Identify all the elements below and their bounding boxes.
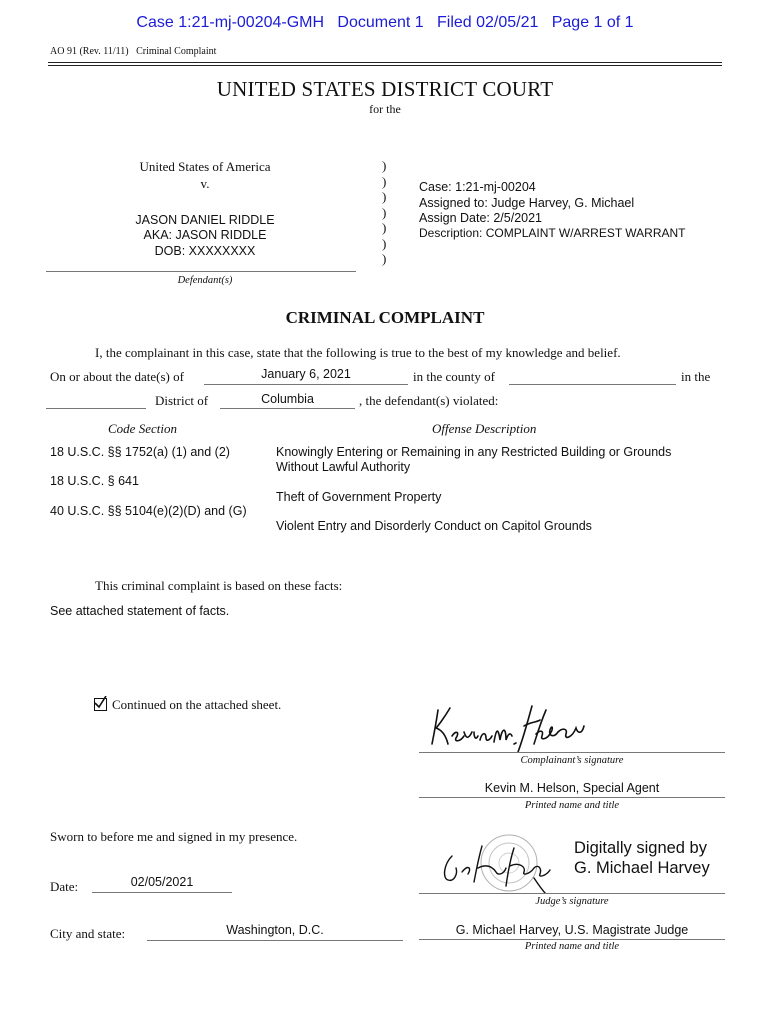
form-id: AO 91 (Rev. 11/11) Criminal Complaint bbox=[50, 46, 217, 57]
complainant-printed-label: Printed name and title bbox=[524, 800, 620, 811]
caption-rule bbox=[46, 271, 356, 272]
plaintiff-name: United States of America bbox=[139, 159, 271, 174]
complaint-heading: CRIMINAL COMPLAINT bbox=[285, 308, 485, 327]
paren: ) bbox=[382, 235, 387, 251]
district-label: District of bbox=[155, 393, 209, 408]
defendant-aka: AKA: JASON RIDDLE bbox=[143, 228, 267, 242]
offense-description: Violent Entry and Disorderly Conduct on Capitol Grounds bbox=[276, 519, 592, 533]
offense-description-header: Offense Description bbox=[432, 421, 537, 436]
judge-printed-label: Printed name and title bbox=[524, 941, 620, 952]
date-label: Date: bbox=[50, 879, 79, 894]
offense-date: January 6, 2021 bbox=[261, 367, 351, 381]
defendants-label: Defendant(s) bbox=[177, 275, 233, 286]
paren: ) bbox=[382, 220, 387, 235]
offense-description: Theft of Government Property bbox=[276, 490, 442, 504]
judge-signature-rule bbox=[419, 893, 725, 894]
date-rule bbox=[92, 892, 232, 893]
date-rule bbox=[204, 384, 408, 385]
continued-label: Continued on the attached sheet. bbox=[112, 697, 282, 712]
facts-intro: This criminal complaint is based on these facts: bbox=[95, 578, 343, 593]
case-assigned: Assigned to: Judge Harvey, G. Michael bbox=[419, 196, 635, 210]
digital-signature-line1: Digitally signed by bbox=[574, 839, 707, 857]
judge-name: G. Michael Harvey, U.S. Magistrate Judge bbox=[455, 923, 689, 937]
continued-checkbox[interactable] bbox=[94, 698, 107, 711]
versus: v. bbox=[200, 176, 210, 191]
header-rule-1 bbox=[48, 62, 722, 63]
county-rule bbox=[509, 384, 676, 385]
complainant-signature-rule bbox=[419, 752, 725, 753]
intro-text: I, the complainant in this case, state that the following is true to the best of my knowledge and belief. bbox=[95, 345, 621, 360]
judge-signature-image bbox=[438, 838, 568, 894]
case-description: Description: COMPLAINT W/ARREST WARRANT bbox=[419, 226, 686, 240]
city-value: Washington, D.C. bbox=[226, 923, 324, 937]
date-value: 02/05/2021 bbox=[130, 875, 194, 889]
case-assign-date: Assign Date: 2/5/2021 bbox=[419, 211, 542, 225]
code-section: 40 U.S.C. §§ 5104(e)(2)(D) and (G) bbox=[50, 504, 247, 518]
complainant-name-rule bbox=[419, 797, 725, 798]
case-number: Case: 1:21-mj-00204 bbox=[419, 180, 536, 194]
header-rule-2 bbox=[48, 65, 722, 66]
county-label: in the county of bbox=[413, 369, 495, 384]
code-section: 18 U.S.C. § 641 bbox=[50, 474, 139, 488]
check-icon bbox=[94, 696, 107, 709]
defendant-dob: DOB: XXXXXXXX bbox=[154, 244, 256, 258]
paren: ) bbox=[382, 173, 387, 189]
district-name: Columbia bbox=[261, 392, 314, 406]
paren: ) bbox=[382, 189, 387, 204]
defendant-name: JASON DANIEL RIDDLE bbox=[135, 213, 275, 227]
district-suffix: , the defendant(s) violated: bbox=[359, 393, 499, 408]
city-rule bbox=[147, 940, 403, 941]
court-for-the: for the bbox=[369, 102, 401, 116]
offense-description: Knowingly Entering or Remaining in any Restricted Building or Grounds bbox=[276, 445, 672, 459]
paren: ) bbox=[382, 204, 387, 220]
complainant-name: Kevin M. Helson, Special Agent bbox=[484, 781, 660, 795]
district-rule bbox=[220, 408, 355, 409]
code-section-header: Code Section bbox=[108, 421, 177, 436]
judge-signature-label: Judge’s signature bbox=[535, 896, 609, 907]
court-title: UNITED STATES DISTRICT COURT bbox=[216, 77, 554, 101]
offense-description: Without Lawful Authority bbox=[276, 460, 411, 474]
dates-suffix: in the bbox=[681, 369, 711, 384]
filing-stamp: Case 1:21-mj-00204-GMH Document 1 Filed 02/05/21 Page 1 of 1 bbox=[136, 14, 634, 31]
caption-parentheses bbox=[382, 158, 386, 267]
paren: ) bbox=[382, 158, 387, 173]
facts-text: See attached statement of facts. bbox=[50, 604, 230, 618]
dates-prefix: On or about the date(s) of bbox=[50, 369, 184, 384]
paren: ) bbox=[382, 251, 387, 266]
district-prefix-rule bbox=[46, 408, 146, 409]
complainant-signature-label: Complainant’s signature bbox=[520, 755, 624, 766]
city-label: City and state: bbox=[50, 926, 126, 941]
code-section: 18 U.S.C. §§ 1752(a) (1) and (2) bbox=[50, 445, 230, 459]
digital-signature-line2: G. Michael Harvey bbox=[574, 859, 710, 877]
sworn-text: Sworn to before me and signed in my presence. bbox=[50, 829, 298, 844]
judge-name-rule bbox=[419, 939, 725, 940]
complainant-signature-image bbox=[428, 700, 588, 756]
